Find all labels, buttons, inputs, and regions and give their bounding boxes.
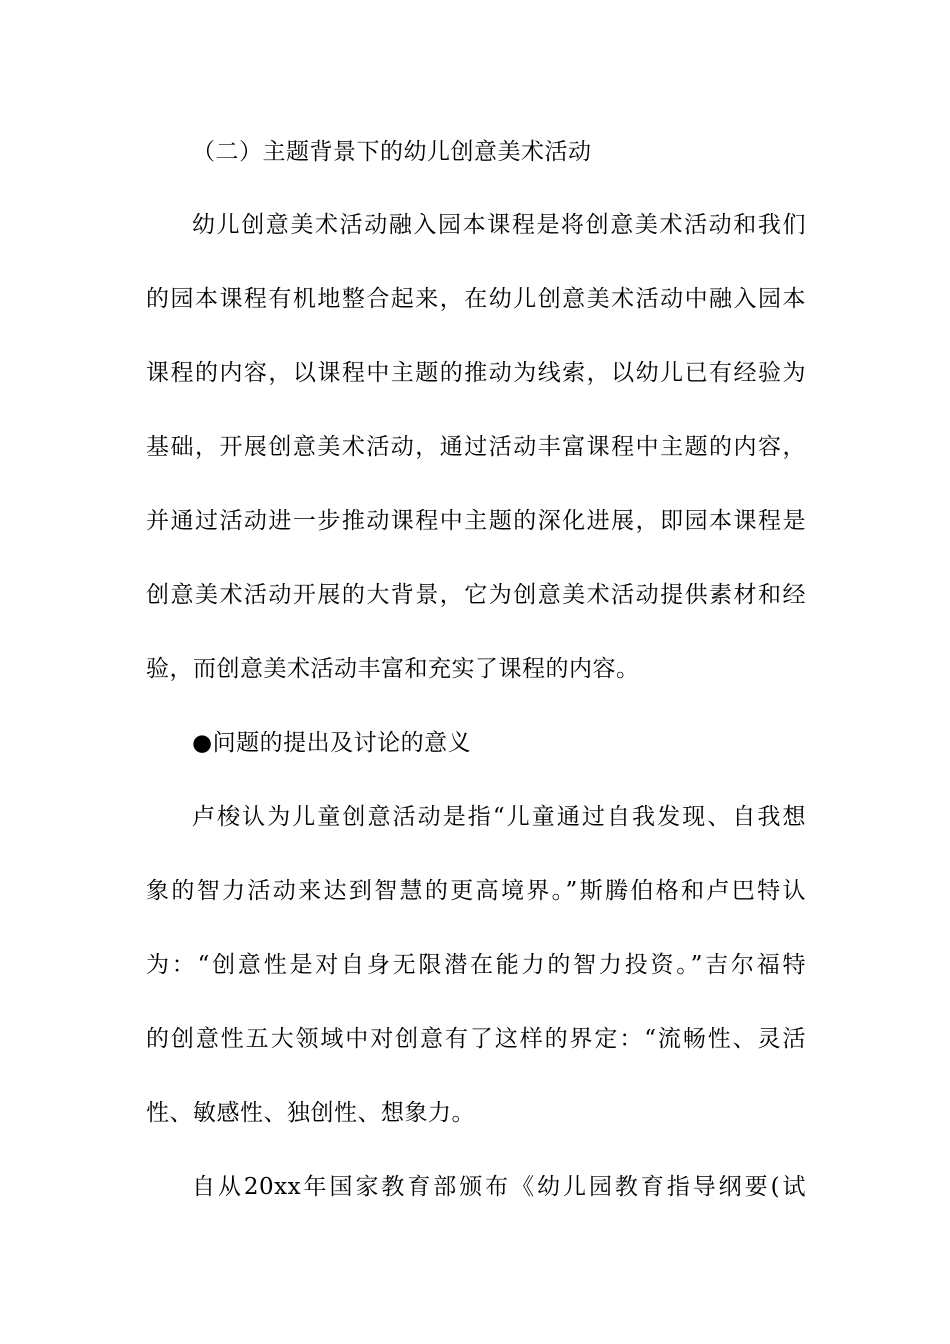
paragraph-line: 幼儿创意美术活动融入园本课程是将创意美术活动和我们: [192, 212, 806, 238]
section-heading: （二）主题背景下的幼儿创意美术活动: [192, 139, 592, 165]
paragraph-line: 创意美术活动开展的大背景，它为创意美术活动提供素材和经: [146, 582, 806, 608]
paragraph-line: 并通过活动进一步推动课程中主题的深化进展，即园本课程是: [146, 508, 806, 534]
paragraph-line: 自从20xx年国家教育部颁布《幼儿园教育指导纲要(试: [192, 1174, 806, 1200]
paragraph-line: 卢梭认为儿童创意活动是指“儿童通过自我发现、自我想: [192, 804, 806, 830]
paragraph-line: 的创意性五大领域中对创意有了这样的界定：“流畅性、灵活: [146, 1026, 806, 1052]
paragraph-line: 课程的内容，以课程中主题的推动为线索，以幼儿已有经验为: [146, 360, 806, 386]
paragraph-line: 为：“创意性是对自身无限潜在能力的智力投资。”吉尔福特: [146, 952, 806, 978]
paragraph-line: 的园本课程有机地整合起来，在幼儿创意美术活动中融入园本: [146, 286, 806, 312]
bullet-heading: ●问题的提出及讨论的意义: [192, 730, 472, 756]
paragraph-line: 象的智力活动来达到智慧的更高境界。”斯腾伯格和卢巴特认: [146, 878, 806, 904]
paragraph-line: 基础，开展创意美术活动，通过活动丰富课程中主题的内容，: [146, 434, 806, 460]
paragraph-line: 性、敏感性、独创性、想象力。: [146, 1100, 475, 1126]
paragraph-line: 验，而创意美术活动丰富和充实了课程的内容。: [146, 656, 640, 682]
